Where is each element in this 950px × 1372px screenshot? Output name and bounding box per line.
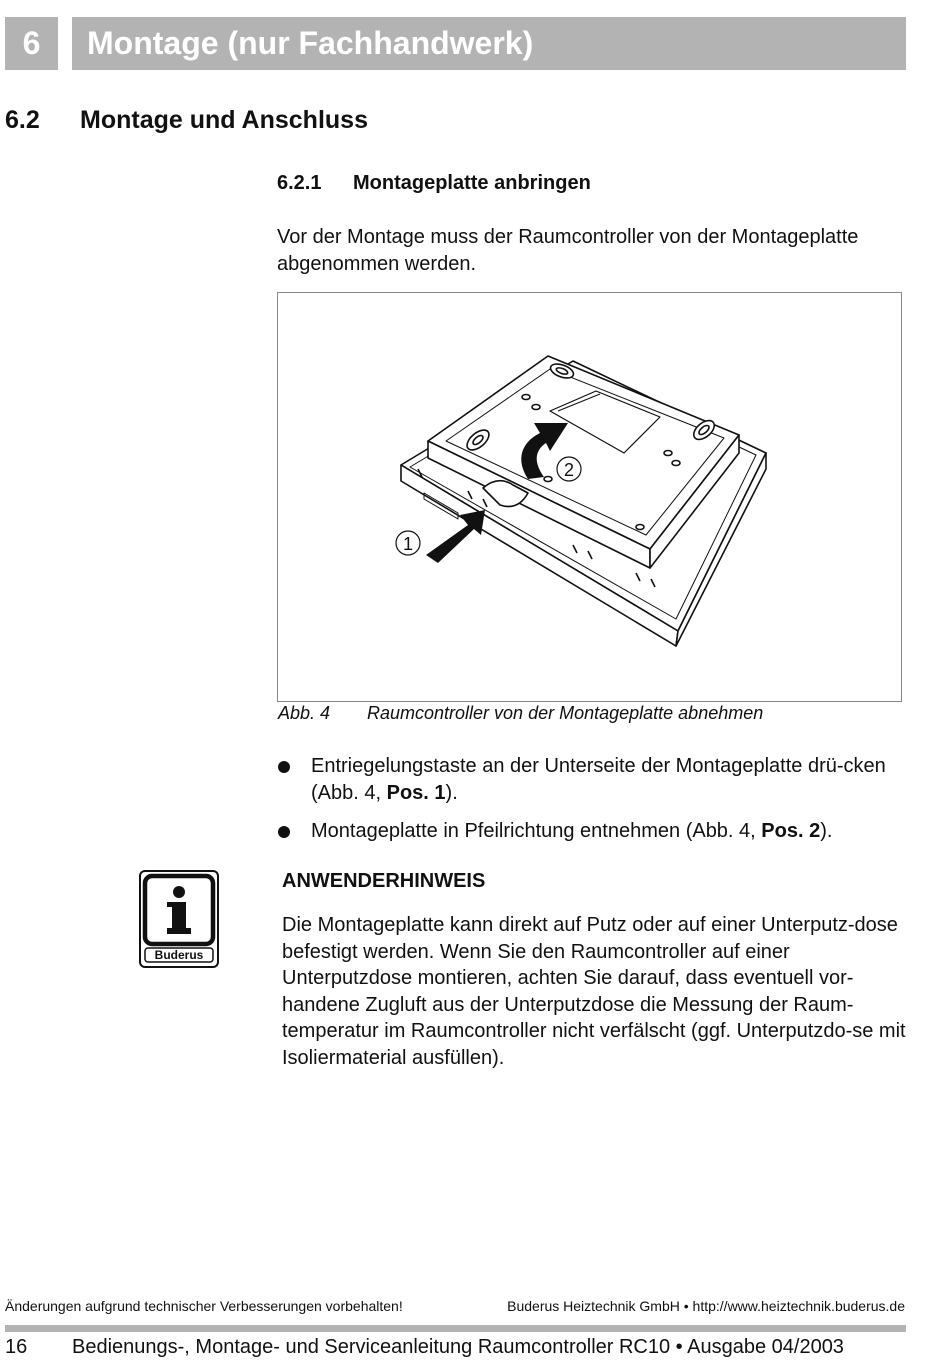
figure-caption-label: Abb. 4: [278, 703, 331, 723]
step-text: Montageplatte in Pfeilrichtung entnehmen (Abb. 4,: [311, 820, 762, 842]
mounting-plate-illustration: [278, 293, 901, 701]
section-number: 6.2: [5, 106, 40, 134]
footer-disclaimer: Änderungen aufgrund technischer Verbesserungen vorbehalten!: [5, 1298, 403, 1314]
list-item: [277, 753, 907, 807]
figure-frame: [277, 292, 902, 702]
chapter-number: 6: [5, 17, 58, 70]
info-icon: [139, 870, 219, 968]
page-number: 16: [5, 1336, 28, 1358]
list-item: [277, 818, 907, 845]
subsection-title: Montageplatte anbringen: [353, 172, 591, 194]
bullet-icon: [278, 761, 290, 773]
note-title: ANWENDERHINWEIS: [282, 870, 486, 892]
step-end: ).: [820, 820, 833, 842]
section-title: Montage und Anschluss: [80, 106, 368, 134]
chapter-title: Montage (nur Fachhandwerk): [72, 17, 906, 70]
step-list: [277, 753, 907, 856]
step-text: Entriegelungstaste an der Unterseite der Montageplatte drü-cken (Abb. 4,: [311, 755, 886, 804]
footer-rule: [5, 1325, 906, 1332]
callout-2-label: 2: [563, 460, 575, 480]
callout-1: [396, 531, 420, 555]
intro-paragraph: Vor der Montage muss der Raumcontroller von der Montageplatte abgenommen werden.: [277, 226, 859, 275]
figure-caption-text: Raumcontroller von der Montageplatte abnehmen: [367, 703, 764, 723]
footer-company: Buderus Heiztechnik GmbH • http://www.heiztechnik.buderus.de: [507, 1298, 905, 1314]
callout-1-label: 1: [402, 534, 414, 554]
note-text: Die Montageplatte kann direkt auf Putz oder auf einer Unterputz-dose befestigt werden. Wenn Sie den Raumcontroller auf einer Unterputzdose montieren, achten Sie darauf, dass eventuell vor-handene Zugluft aus der Unterputzdose die Messung der Raum-temperatur im Raumcontroller nicht verfälscht (ggf. Unterputzdo-se mit Isoliermaterial ausfüllen).: [282, 914, 906, 1069]
callout-2: [557, 457, 581, 481]
bullet-icon: [278, 826, 290, 838]
buderus-logo: Buderus: [154, 948, 204, 962]
step-position: Pos. 2: [761, 820, 821, 842]
step-end: ).: [445, 782, 458, 804]
document-title: Bedienungs-, Montage- und Serviceanleitung Raumcontroller RC10 • Ausgabe 04/2003: [72, 1336, 844, 1358]
step-position: Pos. 1: [386, 782, 446, 804]
subsection-number: 6.2.1: [277, 172, 322, 194]
